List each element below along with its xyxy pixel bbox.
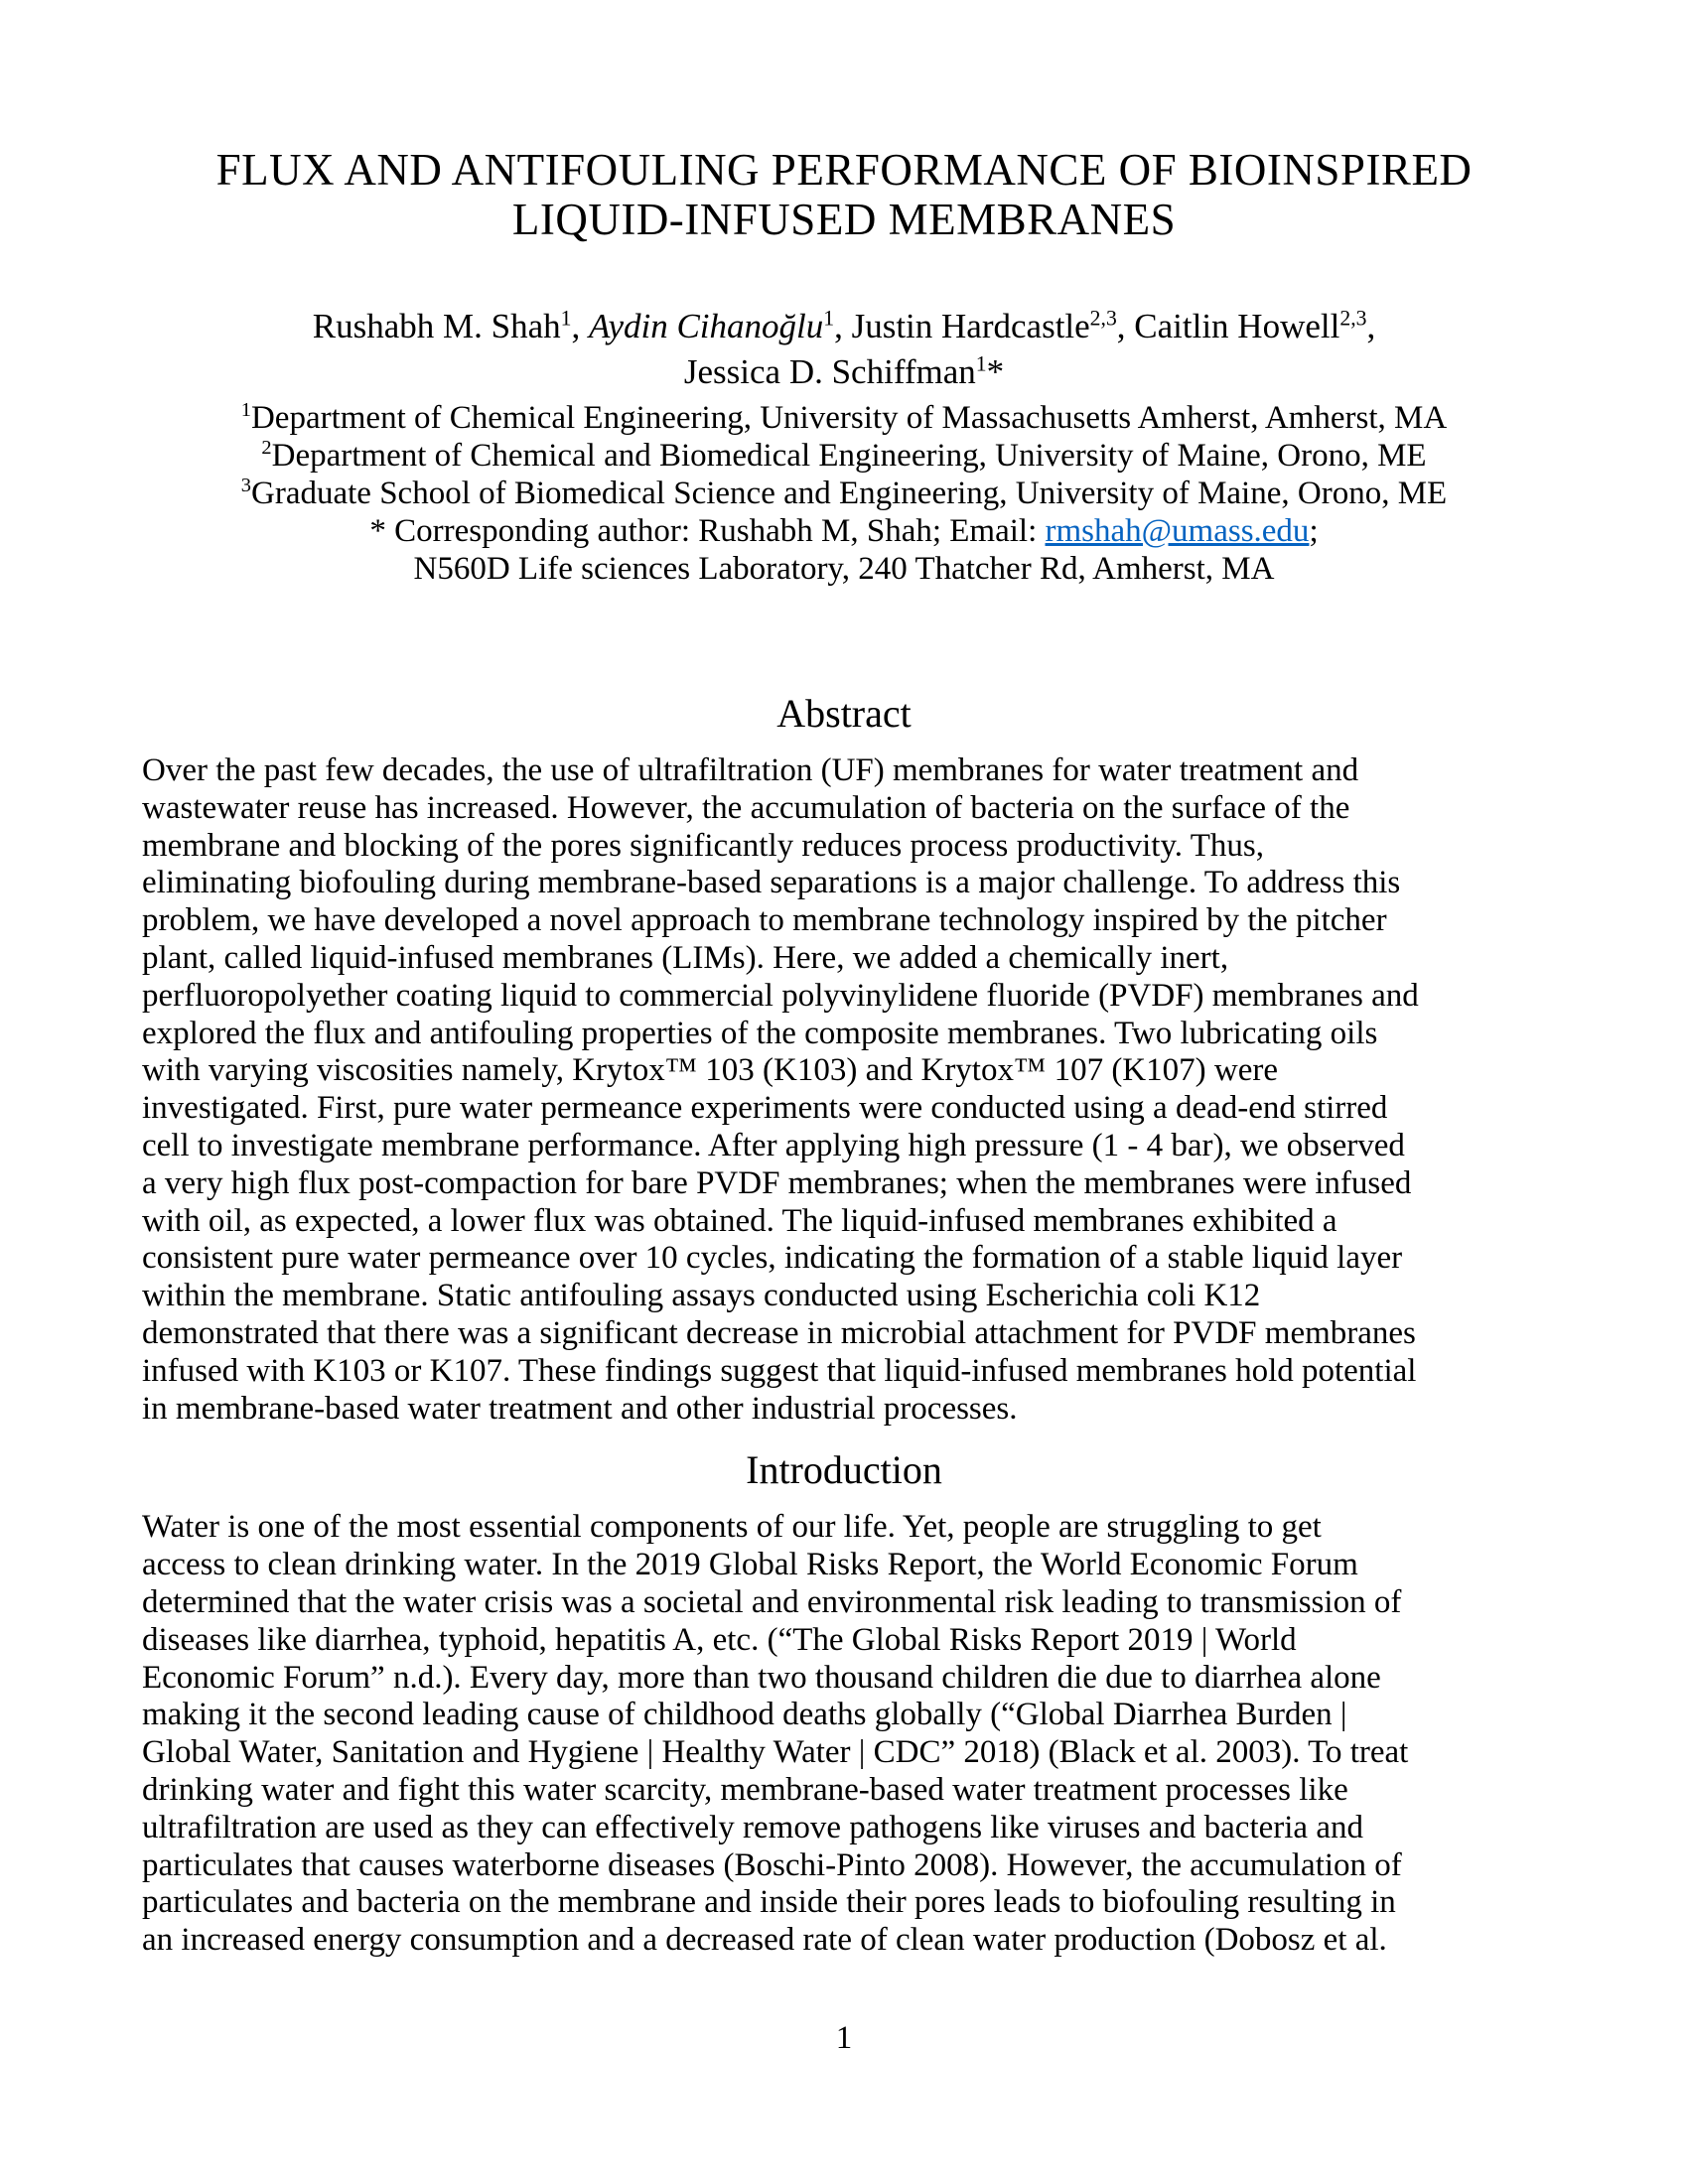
affiliations-block (142, 399, 1546, 588)
text-line: a very high flux post-compaction for bare PVDF membranes; when the membranes were infused (142, 1164, 1412, 1201)
text-line: Global Water, Sanitation and Hygiene | Healthy Water | CDC” 2018) (Black et al. 2003). To treat (142, 1734, 1409, 1771)
text-run: Rushabh M. Shah (312, 307, 561, 345)
text-run: Aydin Cihanoğlu (589, 307, 824, 345)
text-run: , Caitlin Howell (1116, 307, 1340, 345)
text-run: N560D Life sciences Laboratory, 240 Thatcher Rd, Amherst, MA (413, 551, 1275, 587)
superscript: 2,3 (1339, 306, 1367, 331)
text-run: , (1366, 307, 1376, 345)
text-line: membrane and blocking of the pores significantly reduces process productivity. Thus, (142, 827, 1264, 864)
introduction-body (142, 1509, 1546, 1960)
text-run: , (571, 307, 589, 345)
text-line: ultrafiltration are used as they can effectively remove pathogens like viruses and bacteria and (142, 1809, 1363, 1845)
text-line: infused with K103 or K107. These findings suggest that liquid-infused membranes hold potential (142, 1352, 1417, 1389)
affiliation-line (142, 475, 1546, 512)
section-heading-abstract: Abstract (776, 691, 912, 736)
text-line: Over the past few decades, the use of ultrafiltration (UF) membranes for water treatment and (142, 752, 1359, 788)
text-line: wastewater reuse has increased. However, the accumulation of bacteria on the surface of the (142, 789, 1350, 826)
paper-title (142, 145, 1546, 244)
section-heading-introduction: Introduction (746, 1447, 942, 1493)
superscript: 2 (261, 437, 272, 459)
text-line: eliminating biofouling during membrane-based separations is a major challenge. To address this (142, 865, 1401, 901)
text-line: problem, we have developed a novel approach to membrane technology inspired by the pitcher (142, 902, 1387, 939)
text-run: * (986, 352, 1005, 391)
text-line: within the membrane. Static antifouling assays conducted using Escherichia coli K12 (142, 1278, 1261, 1314)
superscript: 1 (240, 399, 251, 421)
superscript: 1 (975, 351, 987, 376)
text-line: making it the second leading cause of childhood deaths globally (“Global Diarrhea Burden | (142, 1697, 1347, 1733)
superscript: 1 (823, 306, 835, 331)
text-line: investigated. First, pure water permeance experiments were conducted using a dead-end stirred (142, 1090, 1388, 1127)
text-line: diseases like diarrhea, typhoid, hepatitis A, etc. (“The Global Risks Report 2019 | World (142, 1621, 1297, 1658)
text-line: Economic Forum” n.d.). Every day, more than two thousand children die due to diarrhea alone (142, 1659, 1381, 1696)
text-line: particulates and bacteria on the membrane and inside their pores leads to biofouling resulting in (142, 1884, 1396, 1921)
text-line: cell to investigate membrane performance. After applying high pressure (1 - 4 bar), we observed (142, 1127, 1405, 1163)
superscript: 1 (560, 306, 572, 331)
text-line: with oil, as expected, a lower flux was obtained. The liquid-infused membranes exhibited a (142, 1202, 1337, 1239)
paper-title-line1: FLUX AND ANTIFOULING PERFORMANCE OF BIOINSPIRED (215, 145, 1473, 195)
affiliation-line (142, 512, 1546, 550)
text-line: plant, called liquid-infused membranes (LIMs). Here, we added a chemically inert, (142, 939, 1229, 976)
superscript: 3 (240, 475, 252, 496)
text-line: access to clean drinking water. In the 2019 Global Risks Report, the World Economic Forum (142, 1547, 1358, 1583)
text-line: explored the flux and antifouling properties of the composite membranes. Two lubricating oils (142, 1015, 1378, 1051)
text-line: particulates that causes waterborne diseases (Boschi-Pinto 2008). However, the accumulation of (142, 1846, 1402, 1883)
text-run: * Corresponding author: Rushabh M, Shah; Email: (369, 513, 1046, 549)
text-line: determined that the water crisis was a societal and environmental risk leading to transmission of (142, 1583, 1402, 1620)
text-line: drinking water and fight this water scarcity, membrane-based water treatment processes like (142, 1771, 1348, 1808)
text-run: Department of Chemical Engineering, University of Massachusetts Amherst, Amherst, MA (250, 400, 1448, 436)
author-list (142, 304, 1546, 395)
text-line: an increased energy consumption and a decreased rate of clean water production (Dobosz et al. (142, 1922, 1387, 1959)
email-link[interactable]: rmshah@umass.edu (1045, 513, 1310, 549)
text-line: Water is one of the most essential components of our life. Yet, people are struggling to get (142, 1509, 1322, 1546)
abstract-body (142, 752, 1546, 1428)
text-line: with varying viscosities namely, Krytox™ 103 (K103) and Krytox™ 107 (K107) were (142, 1052, 1278, 1089)
text-run: , Justin Hardcastle (834, 307, 1090, 345)
page-number: 1 (835, 2020, 853, 2056)
affiliation-line (142, 399, 1546, 437)
text-line: perfluoropolyether coating liquid to commercial polyvinylidene fluoride (PVDF) membranes and (142, 977, 1419, 1014)
affiliation-line (142, 437, 1546, 475)
text-run: Jessica D. Schiffman (683, 352, 976, 391)
superscript: 2,3 (1089, 306, 1117, 331)
text-run: Department of Chemical and Biomedical Engineering, University of Maine, Orono, ME (271, 438, 1427, 474)
author-line (142, 304, 1546, 349)
text-line: in membrane-based water treatment and other industrial processes. (142, 1390, 1018, 1427)
text-run: Graduate School of Biomedical Science and Engineering, University of Maine, Orono, ME (251, 476, 1448, 511)
affiliation-line (142, 550, 1546, 588)
text-line: demonstrated that there was a significant decrease in microbial attachment for PVDF membranes (142, 1314, 1416, 1351)
text-run: ; (1309, 513, 1319, 549)
paper-title-line2: LIQUID-INFUSED MEMBRANES (511, 195, 1177, 244)
author-line (142, 349, 1546, 395)
text-line: consistent pure water permeance over 10 cycles, indicating the formation of a stable liquid layer (142, 1240, 1403, 1277)
